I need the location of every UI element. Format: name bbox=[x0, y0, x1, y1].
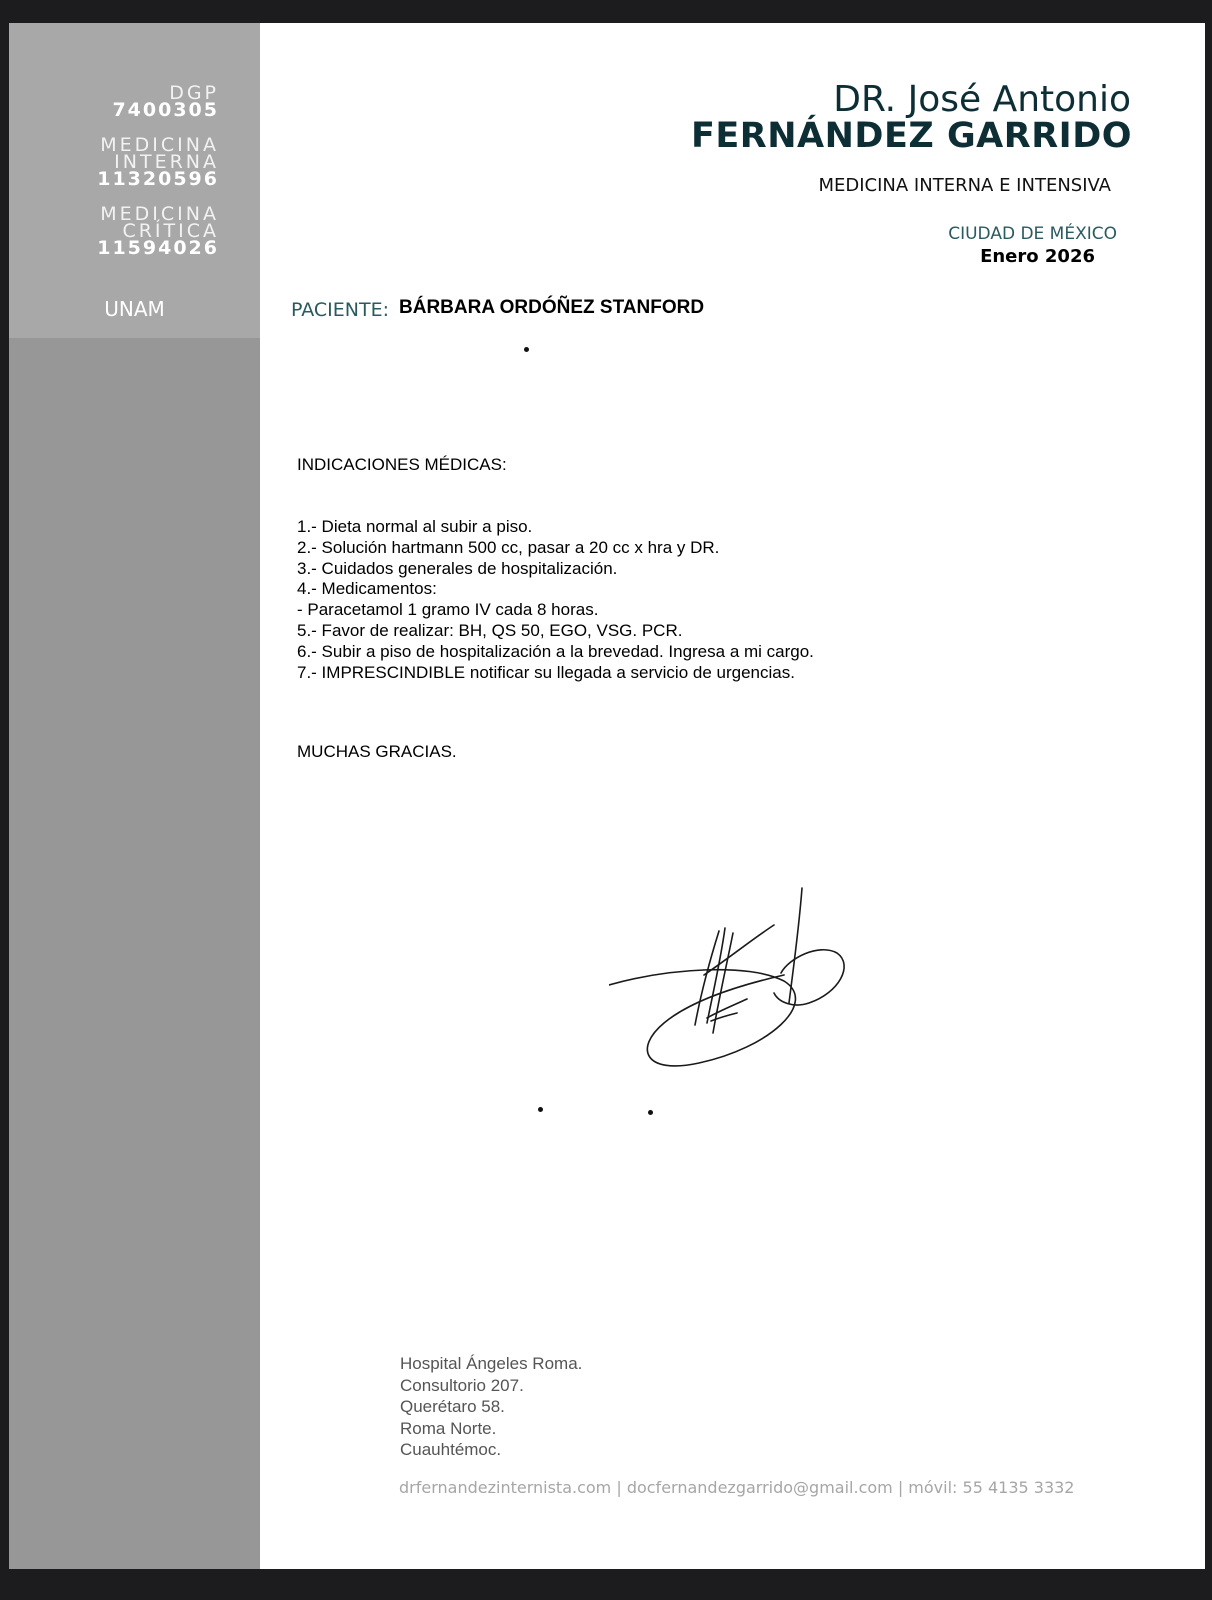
indications-list bbox=[297, 517, 814, 683]
list-item: 5.- Favor de realizar: BH, QS 50, EGO, VSG. PCR. bbox=[297, 620, 683, 640]
office-address bbox=[400, 1353, 582, 1461]
interna-label-1: MEDICINA bbox=[100, 134, 219, 156]
critica-label-2: CRÍTICA bbox=[122, 220, 219, 242]
sidebar bbox=[9, 23, 260, 1569]
doctor-name-line-2: FERNÁNDEZ GARRIDO bbox=[690, 116, 1132, 156]
ink-dot bbox=[524, 347, 529, 352]
ink-dot bbox=[648, 1110, 653, 1115]
prescription-page bbox=[9, 23, 1205, 1569]
list-item: 1.- Dieta normal al subir a piso. bbox=[297, 517, 533, 536]
dgp-label: DGP bbox=[169, 82, 219, 104]
list-item: 7.- IMPRESCINDIBLE notificar su llegada a servicio de urgencias. bbox=[297, 662, 795, 682]
critica-label-1: MEDICINA bbox=[100, 203, 219, 225]
dgp-number: 7400305 bbox=[112, 99, 219, 121]
address-line: Querétaro 58. bbox=[400, 1397, 505, 1416]
closing-text: MUCHAS GRACIAS. bbox=[297, 742, 457, 761]
doctor-name-line-1: DR. José Antonio bbox=[833, 79, 1131, 120]
address-line: Hospital Ángeles Roma. bbox=[400, 1354, 583, 1373]
list-item: 4.- Medicamentos: bbox=[297, 579, 437, 599]
list-item: 6.- Subir a piso de hospitalización a la brevedad. Ingresa a mi cargo. bbox=[297, 641, 814, 661]
contact-footer: drfernandezinternista.com | docfernandezgarrido@gmail.com | móvil: 55 4135 3332 bbox=[399, 1478, 1075, 1497]
critica-number: 11594026 bbox=[97, 237, 219, 259]
address-line: Consultorio 207. bbox=[400, 1375, 524, 1395]
list-item: 3.- Cuidados generales de hospitalización. bbox=[297, 558, 618, 578]
interna-label-2: INTERNA bbox=[114, 151, 219, 173]
interna-number: 11320596 bbox=[97, 168, 219, 190]
patient-label: PACIENTE: bbox=[291, 299, 390, 321]
date: Enero 2026 bbox=[980, 246, 1095, 267]
doctor-specialty: MEDICINA INTERNA E INTENSIVA bbox=[818, 175, 1111, 196]
patient-name: BÁRBARA ORDÓÑEZ STANFORD bbox=[399, 297, 705, 318]
city: CIUDAD DE MÉXICO bbox=[948, 224, 1117, 244]
list-item: - Paracetamol 1 gramo IV cada 8 horas. bbox=[297, 600, 599, 620]
indications-heading: INDICACIONES MÉDICAS: bbox=[297, 455, 507, 474]
address-line: Roma Norte. bbox=[400, 1418, 497, 1438]
address-line: Cuauhtémoc. bbox=[400, 1440, 502, 1459]
ink-dot bbox=[538, 1107, 543, 1112]
university-label: UNAM bbox=[104, 297, 165, 321]
handwritten-signature bbox=[609, 883, 869, 1083]
list-item: 2.- Solución hartmann 500 cc, pasar a 20 cc x hra y DR. bbox=[297, 537, 720, 557]
